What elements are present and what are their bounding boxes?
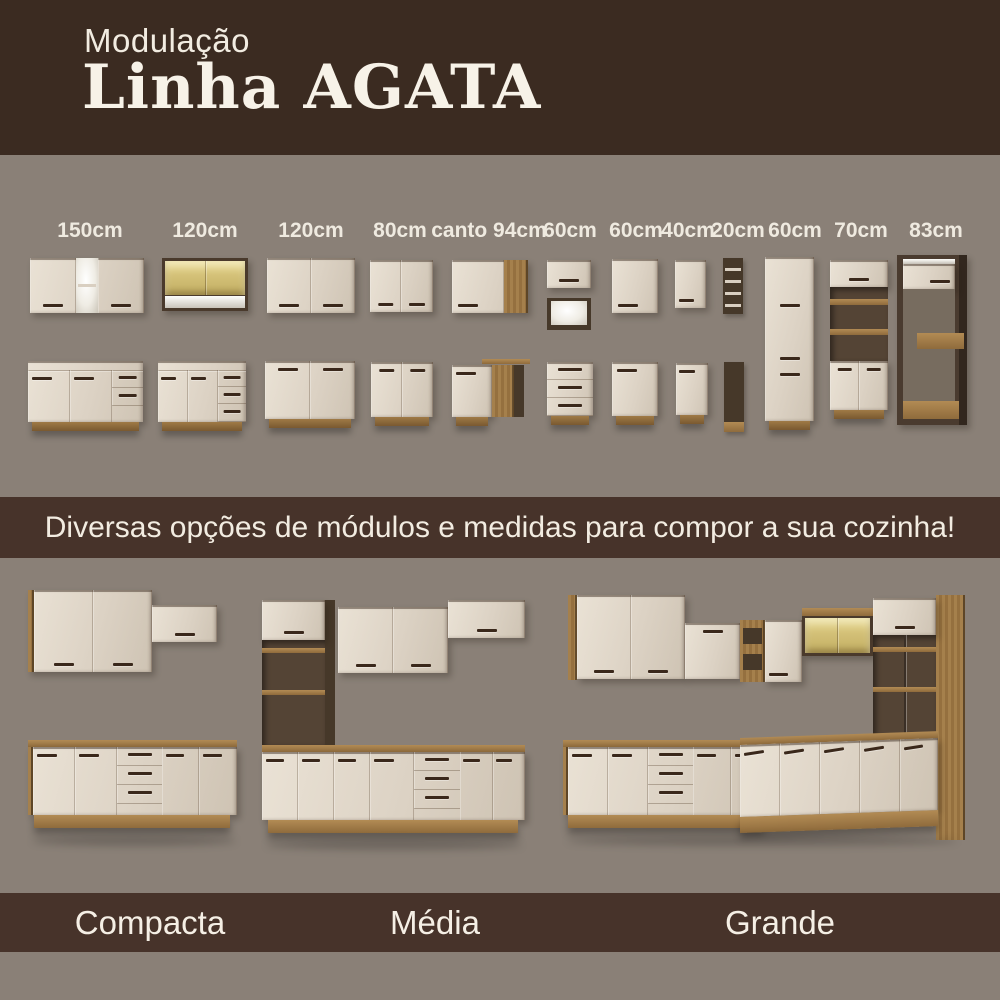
cabinet-door — [370, 752, 414, 820]
base-cabinet — [28, 361, 143, 422]
plinth — [568, 815, 764, 828]
module-size-label: 40cm — [661, 219, 715, 242]
module-size-label: 150cm — [57, 219, 123, 242]
base-cabinet — [371, 362, 433, 417]
cabinet-door — [402, 362, 433, 417]
top-cabinet — [830, 260, 888, 287]
corner-wall-cabinet — [452, 260, 528, 313]
module-60cm-niche-illustration — [547, 260, 593, 430]
kitchen-label-media: Média — [390, 904, 480, 941]
cabinet-door — [452, 260, 504, 313]
corner-open-shelf — [740, 620, 765, 682]
open-shelves — [873, 635, 936, 745]
base-cabinet — [563, 747, 768, 815]
cabinet-door — [334, 752, 370, 820]
shelf — [873, 647, 936, 652]
drawer — [547, 362, 593, 380]
open-shelf — [165, 296, 245, 308]
shelf — [78, 284, 96, 287]
shelf — [830, 299, 888, 305]
cabinet-door — [93, 590, 152, 672]
kitchen-labels-band — [0, 893, 1000, 952]
wood-side-panel — [568, 595, 577, 680]
base-cabinet — [28, 747, 237, 815]
cabinet-door — [401, 260, 433, 312]
cabinet-door — [740, 744, 780, 817]
plinth — [834, 410, 884, 419]
wood-trim — [802, 608, 873, 616]
drawer — [648, 785, 693, 804]
module-size-label: 120cm — [172, 219, 238, 242]
shelf — [725, 292, 741, 295]
module-size-label: 60cm — [609, 219, 663, 242]
cabinet-door — [311, 258, 355, 313]
drawer — [414, 752, 460, 771]
base-cabinet — [158, 361, 246, 422]
kitchen-media-illustration — [262, 600, 525, 850]
floor-shadow — [32, 836, 236, 846]
plinth — [769, 421, 810, 430]
shelf — [725, 268, 741, 271]
cabinet-door — [547, 260, 591, 288]
cabinet-door — [70, 370, 112, 422]
cabinet-door — [338, 607, 393, 673]
wall-cabinet — [765, 620, 802, 682]
drawer — [648, 766, 693, 785]
module-60cm-illustration — [612, 259, 658, 430]
glass-doors — [165, 261, 245, 295]
plinth — [616, 416, 654, 425]
module-40cm-illustration — [675, 260, 708, 430]
cabinet-door — [34, 590, 93, 672]
wall-cabinet — [685, 623, 740, 679]
plinth — [268, 820, 518, 833]
cabinet-door — [393, 607, 448, 673]
module-120cm-glass-illustration — [158, 258, 248, 431]
cabinet-door — [859, 361, 888, 410]
cabinet-door — [608, 747, 648, 815]
cabinet-door — [30, 258, 76, 313]
module-120cm-illustration — [265, 258, 355, 431]
divider — [205, 261, 206, 295]
cabinet-door — [765, 313, 814, 366]
cabinet-door — [28, 370, 70, 422]
base-counter — [28, 740, 237, 836]
cabinet-door — [820, 741, 860, 814]
open-tower — [724, 362, 744, 432]
cabinet-door — [371, 362, 402, 417]
drawer — [112, 388, 143, 406]
cabinet-door — [188, 370, 218, 422]
wall-cabinet — [152, 605, 217, 642]
drawer — [117, 785, 162, 804]
cabinet-door — [765, 257, 814, 313]
kitchen-label-grande: Grande — [724, 904, 836, 941]
plinth — [680, 415, 704, 424]
drawer — [218, 404, 246, 422]
cabinet-door — [612, 362, 658, 416]
drawer — [218, 370, 246, 387]
base-counter — [262, 745, 525, 841]
module-150cm-illustration — [28, 258, 145, 431]
kitchen-compacta-illustration — [28, 590, 240, 848]
cabinet-door — [900, 738, 938, 811]
plinth — [375, 417, 429, 426]
cabinet-door — [262, 752, 298, 820]
tall-pantry-cabinet — [765, 257, 814, 421]
drawer — [117, 766, 162, 785]
module-canto-94cm-illustration — [452, 260, 530, 432]
drawer — [547, 398, 593, 416]
cabinet-door — [612, 259, 658, 313]
base-cabinet — [265, 361, 355, 419]
cabinet-door — [33, 747, 75, 815]
cabinet-door — [568, 747, 608, 815]
countertop — [262, 745, 525, 752]
glass-doors — [805, 618, 870, 653]
cabinet-door — [75, 747, 117, 815]
wall-cabinet — [28, 590, 152, 672]
banner-text: Diversas opções de módulos e medidas para compor a sua cozinha! — [44, 510, 956, 544]
wood-corner-panel — [492, 365, 514, 417]
base-counter-left — [563, 740, 768, 836]
modules-band — [0, 155, 1000, 497]
cabinet-door — [860, 739, 900, 812]
shelf — [262, 690, 325, 695]
drawer — [112, 370, 143, 388]
countertop — [482, 359, 530, 364]
banner-band — [0, 497, 1000, 558]
cabinet-door — [780, 742, 820, 815]
cabinet-door — [98, 258, 144, 313]
drawer — [547, 380, 593, 398]
base-cabinet — [452, 365, 492, 417]
module-70cm-oven-tower-illustration — [830, 260, 888, 430]
shelf — [830, 329, 888, 335]
floor-shadow — [567, 836, 957, 846]
drawer — [218, 387, 246, 404]
cabinet-door — [448, 600, 525, 638]
cabinet-door — [873, 598, 936, 635]
cabinet-door — [675, 260, 706, 308]
cabinet-door — [830, 260, 888, 287]
drawer — [414, 771, 460, 790]
base-cabinet — [612, 362, 658, 416]
base-counter-right — [740, 731, 938, 838]
footer-band — [0, 952, 1000, 1000]
cabinet-door — [310, 361, 355, 419]
shelf — [725, 304, 741, 307]
shelf — [873, 687, 936, 692]
cabinet-door — [765, 366, 814, 421]
floor-shadow — [266, 840, 522, 850]
cabinet-door — [493, 752, 525, 820]
wall-cabinet — [547, 260, 591, 288]
cabinet-door — [685, 623, 740, 679]
cabinet-door — [577, 595, 631, 679]
cabinet-door — [262, 600, 325, 640]
plinth — [162, 422, 242, 431]
plinth — [456, 417, 488, 426]
cabinet-door — [199, 747, 237, 815]
divider — [837, 618, 838, 653]
plinth — [34, 815, 230, 828]
module-size-label: 70cm — [834, 219, 888, 242]
cabinet-door — [830, 361, 859, 410]
oven-niche — [830, 287, 888, 361]
plinth — [32, 422, 139, 431]
corner-recess — [514, 365, 524, 417]
open-niche — [547, 298, 591, 330]
kitchens-band — [0, 558, 1000, 893]
wall-cabinet — [612, 259, 658, 313]
cabinet-door — [267, 258, 311, 313]
kitchen-grande-illustration — [563, 590, 965, 850]
header-kicker: Modulação — [84, 22, 250, 59]
cabinet-door — [265, 361, 310, 419]
wood-corner-panel — [504, 260, 528, 313]
cabinet-door — [152, 605, 217, 642]
cabinet-door — [298, 752, 334, 820]
cabinet-door — [693, 747, 731, 815]
header-band — [0, 0, 1000, 155]
wood-base — [724, 422, 744, 432]
page-title: Linha AGATA — [82, 52, 542, 123]
open-shelves — [262, 640, 325, 745]
cabinet-door — [162, 747, 199, 815]
cabinet-door — [765, 620, 802, 682]
module-size-label: 60cm — [543, 219, 597, 242]
niche-interior — [551, 301, 587, 325]
wall-cabinet — [267, 258, 355, 313]
module-size-label: 120cm — [278, 219, 344, 242]
drawer — [414, 790, 460, 809]
wood-shelf — [917, 333, 964, 349]
wall-cabinet — [370, 260, 433, 312]
oven-tower — [262, 600, 335, 745]
module-size-label: 80cm — [373, 219, 427, 242]
base-cabinet — [830, 361, 888, 410]
cabinet-door — [370, 260, 401, 312]
shelf — [262, 648, 325, 653]
wall-cabinet — [448, 600, 525, 638]
cabinet-door — [676, 363, 708, 415]
shelf-opening — [743, 654, 762, 670]
module-20cm-illustration — [723, 258, 744, 432]
countertop — [28, 740, 237, 747]
cabinet-door — [158, 370, 188, 422]
module-size-label: 83cm — [909, 219, 963, 242]
corner-base-cabinet — [452, 359, 530, 425]
wood-side-panel — [325, 600, 335, 745]
module-83cm-fridge-tower-illustration — [897, 255, 967, 425]
top-cabinet — [873, 598, 936, 635]
wall-cabinet — [30, 258, 144, 313]
module-size-label: 60cm — [768, 219, 822, 242]
cabinet-door — [631, 595, 685, 679]
base-cabinet — [676, 363, 708, 415]
shelf-opening — [743, 628, 762, 644]
module-size-label: 20cm — [711, 219, 765, 242]
wall-cabinet — [577, 595, 685, 679]
cabinet-door — [460, 752, 493, 820]
glass-wall-cabinet — [162, 258, 248, 311]
wall-cabinet — [675, 260, 706, 308]
cabinet-door — [452, 365, 492, 417]
base-cabinet — [740, 738, 938, 817]
top-cabinet — [262, 600, 325, 640]
kitchen-label-compacta: Compacta — [74, 904, 226, 941]
wood-base — [903, 401, 959, 419]
shelf — [725, 280, 741, 283]
drawer — [648, 747, 693, 766]
cabinet-door — [903, 264, 955, 289]
base-cabinet — [262, 752, 525, 820]
module-80cm-illustration — [370, 260, 433, 430]
countertop — [563, 740, 768, 747]
glass-wall-cabinet — [802, 608, 873, 656]
plinth — [269, 419, 351, 428]
module-size-label: canto 94cm — [431, 219, 547, 242]
open-shelf — [76, 258, 98, 313]
drawer-base-cabinet — [547, 362, 593, 416]
drawer — [117, 747, 162, 766]
module-60cm-pantry-illustration — [765, 257, 814, 432]
wall-cabinet — [338, 607, 448, 673]
plinth — [551, 416, 589, 425]
wood-side-panel — [936, 595, 965, 840]
shelf-rack — [723, 258, 743, 314]
top-cabinet — [903, 264, 955, 289]
